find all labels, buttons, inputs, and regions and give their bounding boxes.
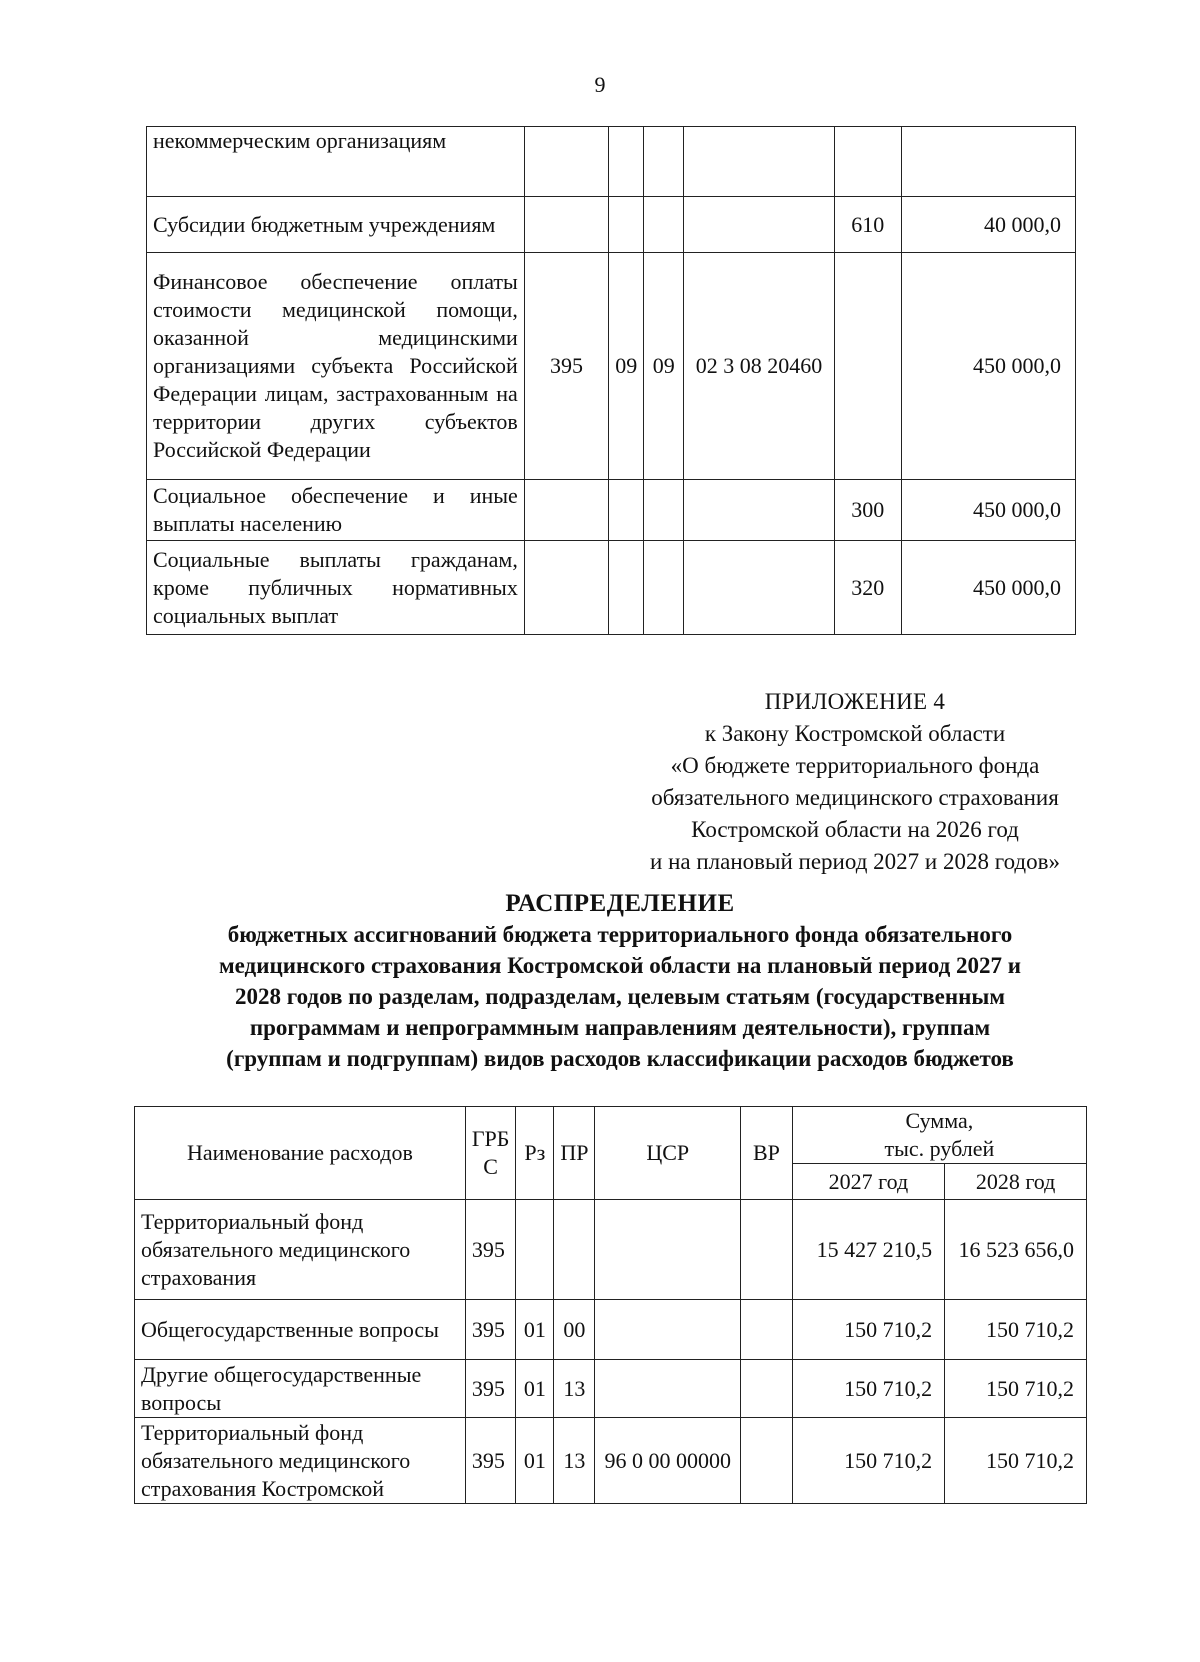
row-vr: [834, 253, 901, 480]
document-title: [140, 888, 1100, 1074]
row-csr: [684, 197, 835, 253]
header-grbs-line2: С: [483, 1154, 498, 1179]
row-vr: [741, 1360, 793, 1418]
row-pr: [644, 541, 684, 635]
row-vr: [741, 1418, 793, 1504]
row-name: Субсидии бюджетным учреждениям: [147, 197, 525, 253]
header-name: Наименование расходов: [135, 1107, 466, 1200]
row-csr: 96 0 00 00000: [595, 1418, 741, 1504]
row-grbs: 395: [465, 1418, 516, 1504]
row-csr: [595, 1300, 741, 1360]
row-sum-2027: 150 710,2: [792, 1418, 944, 1504]
table-row: [135, 1360, 1087, 1418]
row-rz: 01: [516, 1418, 554, 1504]
row-grbs: 395: [524, 253, 608, 480]
row-sum-2028: 150 710,2: [945, 1360, 1087, 1418]
row-csr: [595, 1360, 741, 1418]
appendix-line: Костромской области на 2026 год: [691, 817, 1019, 842]
row-csr: [684, 127, 835, 197]
row-csr: 02 3 08 20460: [684, 253, 835, 480]
row-pr: [644, 480, 684, 541]
table-row: [147, 253, 1076, 480]
header-2028: 2028 год: [945, 1164, 1087, 1200]
row-vr: [834, 127, 901, 197]
header-grbs-line1: ГРБ: [471, 1126, 510, 1151]
row-name: Социальное обеспечение и иные выплаты населению: [147, 480, 525, 541]
appendix-line: к Закону Костромской области: [704, 721, 1006, 746]
title-line: бюджетных ассигнований бюджета территориального фонда обязательного: [227, 922, 1013, 947]
row-rz: 01: [516, 1360, 554, 1418]
title-line: (группам и подгруппам) видов расходов классификации расходов бюджетов: [226, 1046, 1014, 1071]
table-row: [135, 1418, 1087, 1504]
row-rz: [609, 480, 644, 541]
row-pr: 13: [554, 1360, 595, 1418]
row-grbs: 395: [465, 1200, 516, 1300]
row-grbs: [524, 541, 608, 635]
header-pr: ПР: [554, 1107, 595, 1200]
row-grbs: [524, 127, 608, 197]
row-sum-2027: 15 427 210,5: [792, 1200, 944, 1300]
header-rz: Рз: [516, 1107, 554, 1200]
title-line: программам и непрограммным направлениям деятельности), группам: [249, 1015, 991, 1040]
header-vr: ВР: [741, 1107, 793, 1200]
appendix-line: «О бюджете территориального фонда: [670, 753, 1040, 778]
row-csr: [595, 1200, 741, 1300]
row-vr: 610: [834, 197, 901, 253]
row-csr: [684, 480, 835, 541]
header-2027: 2027 год: [792, 1164, 944, 1200]
appendix-line: обязательного медицинского страхования: [651, 785, 1059, 810]
title-line: 2028 годов по разделам, подразделам, целевым статьям (государственным: [234, 984, 1006, 1009]
row-name: Территориальный фонд обязательного медицинского страхования Костромской: [135, 1418, 466, 1504]
title-line: медицинского страхования Костромской области на плановый период 2027 и: [218, 953, 1022, 978]
header-csr: ЦСР: [595, 1107, 741, 1200]
row-name: Территориальный фонд обязательного медицинского страхования: [135, 1200, 466, 1300]
appendix-line: и на плановый период 2027 и 2028 годов»: [650, 849, 1060, 874]
appendix-block: [590, 686, 1120, 878]
row-rz: [516, 1200, 554, 1300]
row-rz: [609, 197, 644, 253]
header-sum-line1: Сумма,: [905, 1108, 974, 1133]
page-number: 9: [594, 72, 606, 97]
row-sum: 450 000,0: [901, 480, 1075, 541]
row-name: Общегосударственные вопросы: [135, 1300, 466, 1360]
row-vr: 320: [834, 541, 901, 635]
row-grbs: 395: [465, 1360, 516, 1418]
row-rz: 01: [516, 1300, 554, 1360]
table-row: [147, 480, 1076, 541]
row-pr: 13: [554, 1418, 595, 1504]
expenses-table-continued: [146, 126, 1076, 635]
row-sum-2028: 16 523 656,0: [945, 1200, 1087, 1300]
row-grbs: [524, 480, 608, 541]
header-sum-line2: тыс. рублей: [884, 1136, 995, 1161]
row-name: Другие общегосударственные вопросы: [135, 1360, 466, 1418]
row-rz: [609, 127, 644, 197]
table-row: [147, 197, 1076, 253]
row-grbs: 395: [465, 1300, 516, 1360]
row-sum: [901, 127, 1075, 197]
row-name: Социальные выплаты гражданам, кроме публичных нормативных социальных выплат: [147, 541, 525, 635]
row-pr: [644, 127, 684, 197]
row-vr: [741, 1300, 793, 1360]
table-row: [135, 1300, 1087, 1360]
row-pr: 00: [554, 1300, 595, 1360]
row-sum-2027: 150 710,2: [792, 1300, 944, 1360]
distribution-table: [134, 1106, 1087, 1504]
table-row: [147, 127, 1076, 197]
appendix-heading: ПРИЛОЖЕНИЕ 4: [764, 689, 946, 714]
row-pr: [554, 1200, 595, 1300]
row-pr: [644, 197, 684, 253]
row-name: некоммерческим организациям: [147, 127, 525, 197]
row-sum-2028: 150 710,2: [945, 1418, 1087, 1504]
row-sum: 450 000,0: [901, 253, 1075, 480]
table-row: [147, 541, 1076, 635]
row-csr: [684, 541, 835, 635]
table-row: [135, 1200, 1087, 1300]
header-grbs: [465, 1107, 516, 1200]
row-pr: 09: [644, 253, 684, 480]
row-sum-2027: 150 710,2: [792, 1360, 944, 1418]
header-sum: [792, 1107, 1086, 1164]
row-sum-2028: 150 710,2: [945, 1300, 1087, 1360]
row-name: Финансовое обеспечение оплаты стоимости медицинской помощи, оказанной медицинскими организациями субъекта Российской Федерации лицам, застрахованным на территории других субъектов Российской Федерации: [147, 253, 525, 480]
title-main: РАСПРЕДЕЛЕНИЕ: [505, 890, 735, 917]
row-sum: 40 000,0: [901, 197, 1075, 253]
table-header-row: [135, 1107, 1087, 1164]
row-vr: [741, 1200, 793, 1300]
row-vr: 300: [834, 480, 901, 541]
row-rz: 09: [609, 253, 644, 480]
row-sum: 450 000,0: [901, 541, 1075, 635]
row-grbs: [524, 197, 608, 253]
row-rz: [609, 541, 644, 635]
